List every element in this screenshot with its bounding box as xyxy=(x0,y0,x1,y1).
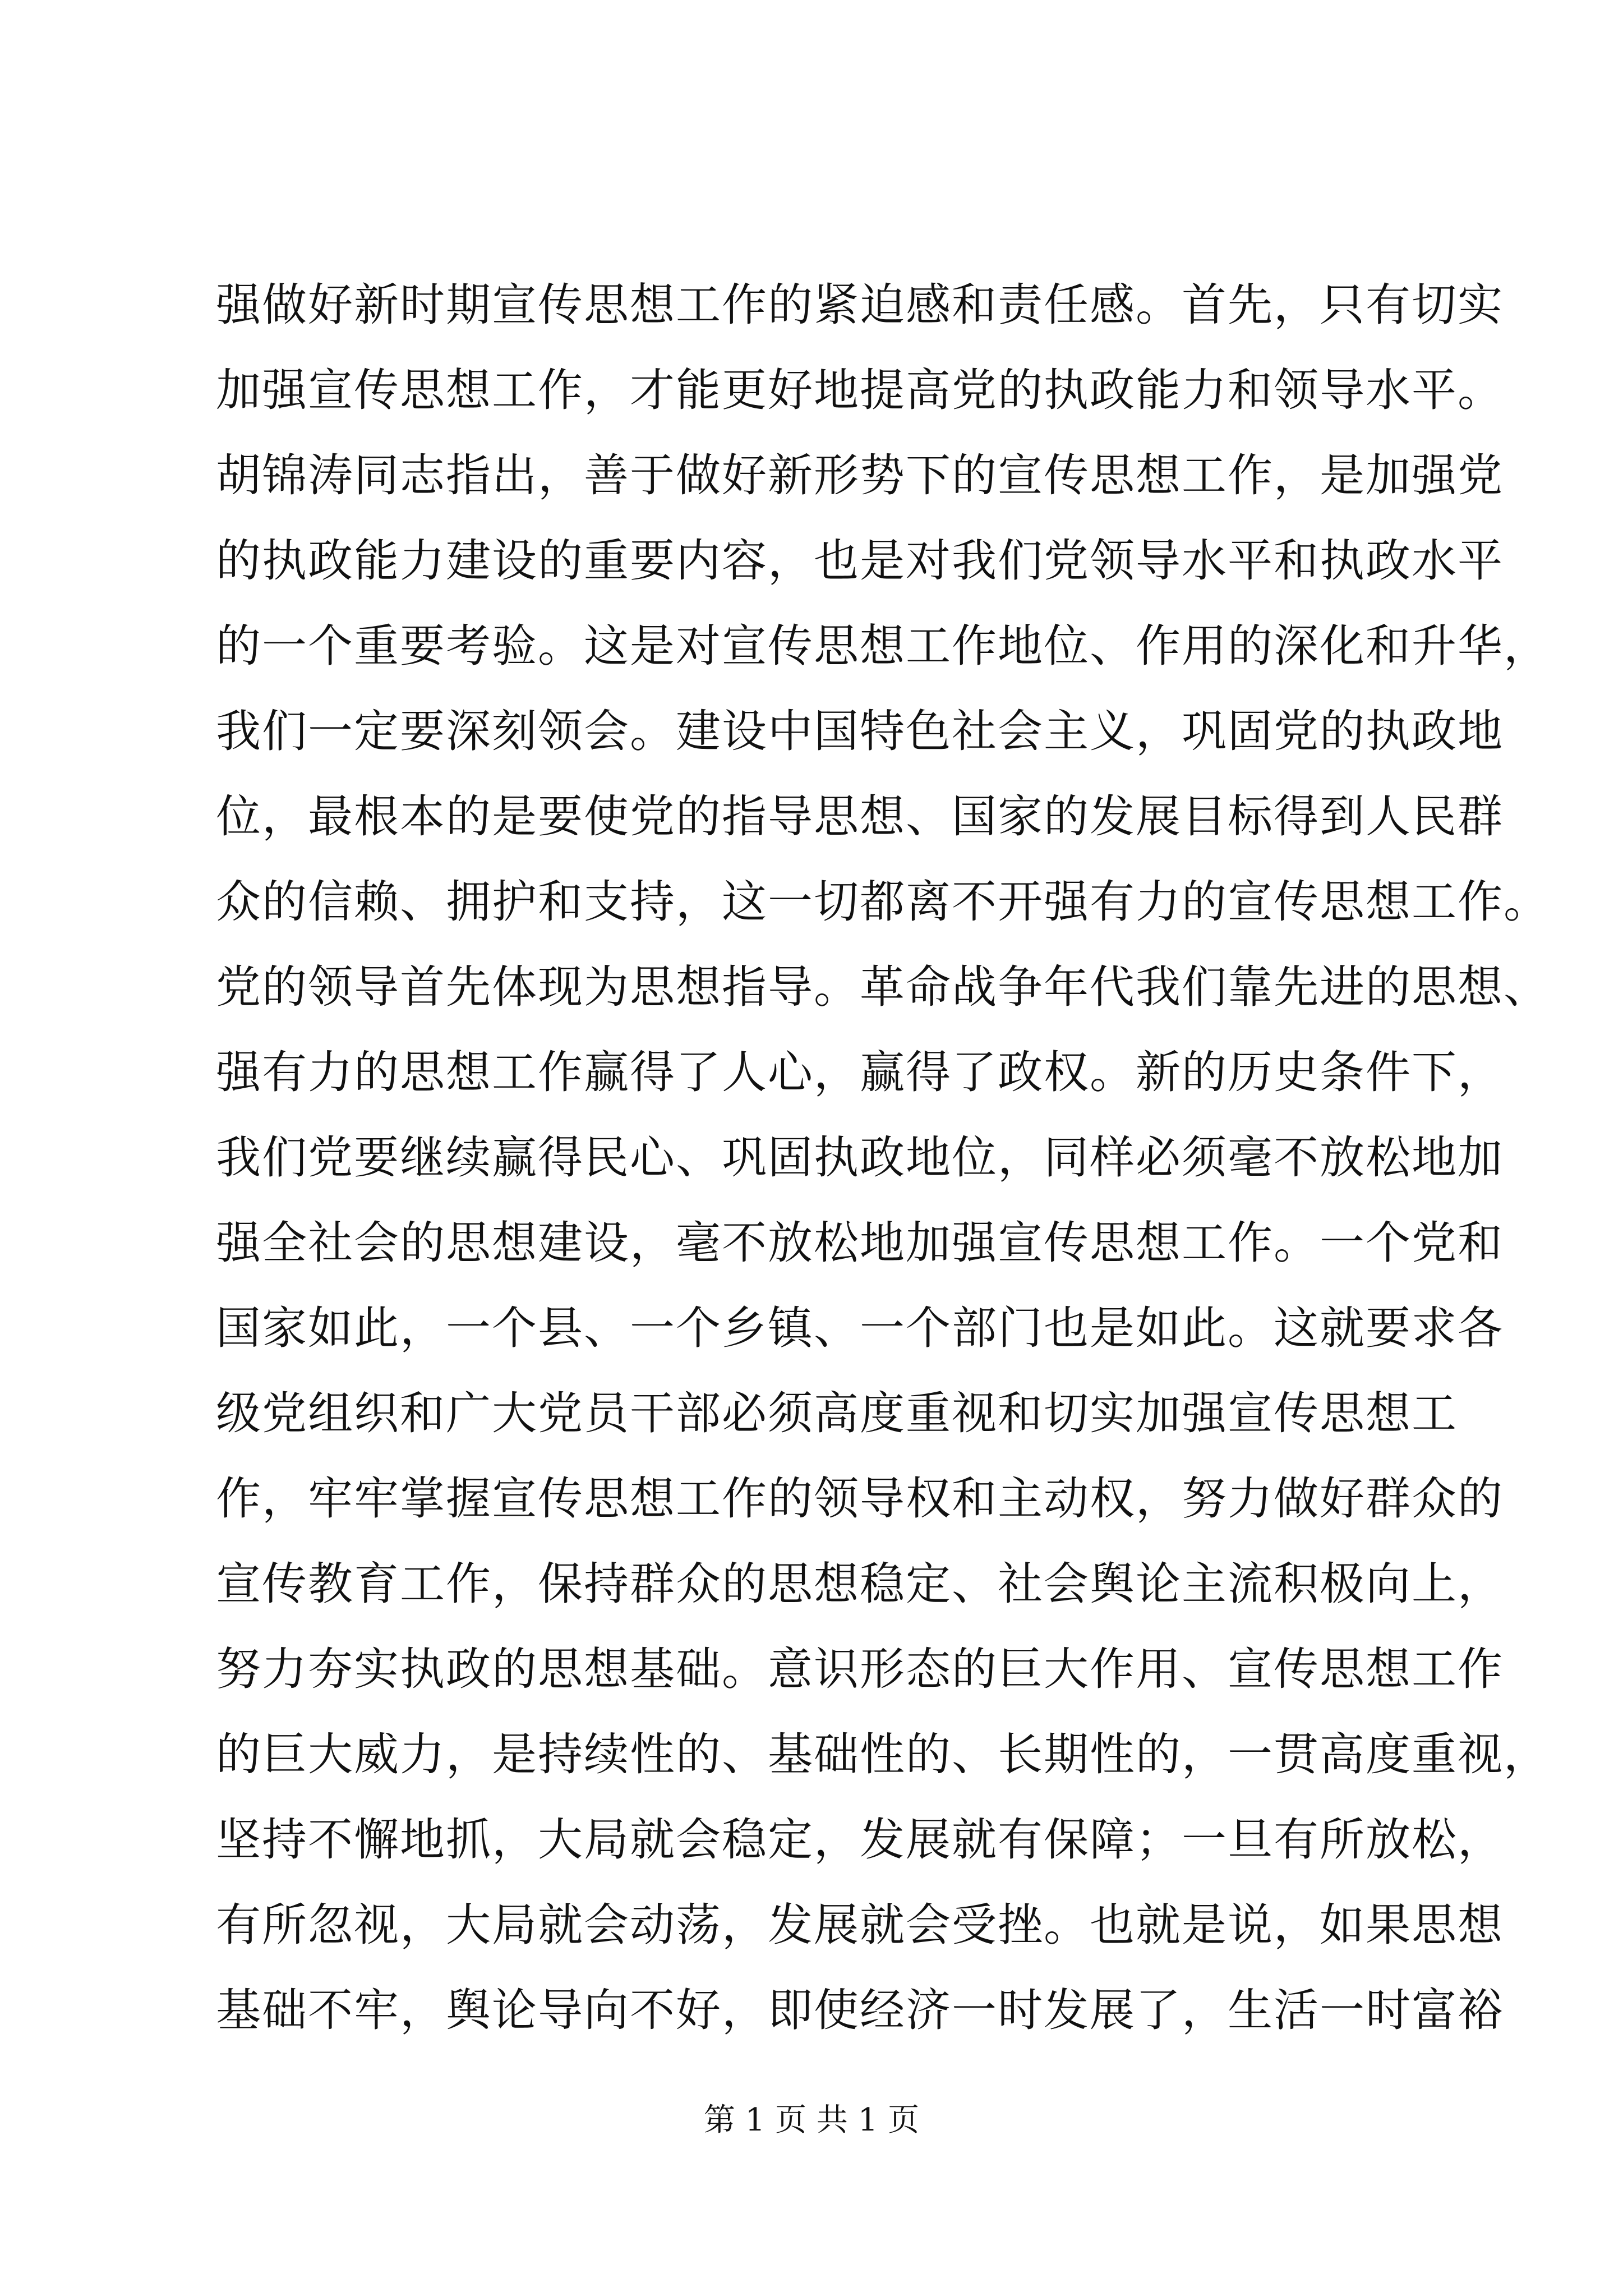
text-line: 强做好新时期宣传思想工作的紧迫感和责任感。首先，只有切实 xyxy=(216,279,1504,331)
body-text xyxy=(216,263,1550,2053)
text-line: 党的领导首先体现为思想指导。革命战争年代我们靠先进的思想、 xyxy=(216,961,1550,1013)
text-line: 坚持不懈地抓，大局就会稳定，发展就有保障；一旦有所放松， xyxy=(216,1814,1504,1866)
text-line: 加强宣传思想工作，才能更好地提高党的执政能力和领导水平。 xyxy=(216,364,1504,416)
text-line: 国家如此，一个县、一个乡镇、一个部门也是如此。这就要求各 xyxy=(216,1302,1504,1354)
text-line: 我们一定要深刻领会。建设中国特色社会主义，巩固党的执政地 xyxy=(216,705,1504,757)
text-line: 强全社会的思想建设，毫不放松地加强宣传思想工作。一个党和 xyxy=(216,1217,1504,1269)
text-line: 的一个重要考验。这是对宣传思想工作地位、作用的深化和升华， xyxy=(216,620,1550,672)
text-line: 我们党要继续赢得民心、巩固执政地位，同样必须毫不放松地加 xyxy=(216,1131,1504,1184)
text-line: 基础不牢，舆论导向不好，即使经济一时发展了，生活一时富裕 xyxy=(216,1984,1504,2036)
text-line: 胡锦涛同志指出，善于做好新形势下的宣传思想工作，是加强党 xyxy=(216,449,1504,501)
text-line: 众的信赖、拥护和支持，这一切都离不开强有力的宣传思想工作。 xyxy=(216,876,1550,928)
text-line: 的巨大威力，是持续性的、基础性的、长期性的，一贯高度重视， xyxy=(216,1728,1550,1780)
text-line: 宣传教育工作，保持群众的思想稳定、社会舆论主流积极向上， xyxy=(216,1558,1504,1610)
text-line: 位，最根本的是要使党的指导思想、国家的发展目标得到人民群 xyxy=(216,790,1504,843)
text-line: 作，牢牢掌握宣传思想工作的领导权和主动权，努力做好群众的 xyxy=(216,1473,1504,1525)
text-line: 级党组织和广大党员干部必须高度重视和切实加强宣传思想工 xyxy=(216,1387,1458,1439)
text-line: 强有力的思想工作赢得了人心，赢得了政权。新的历史条件下， xyxy=(216,1046,1504,1098)
text-line: 努力夯实执政的思想基础。意识形态的巨大作用、宣传思想工作 xyxy=(216,1643,1504,1695)
text-line: 的执政能力建设的重要内容，也是对我们党领导水平和执政水平 xyxy=(216,535,1504,587)
text-line: 有所忽视，大局就会动荡，发展就会受挫。也就是说，如果思想 xyxy=(216,1899,1504,1951)
page-footer: 第 1 页 共 1 页 xyxy=(703,2102,920,2138)
